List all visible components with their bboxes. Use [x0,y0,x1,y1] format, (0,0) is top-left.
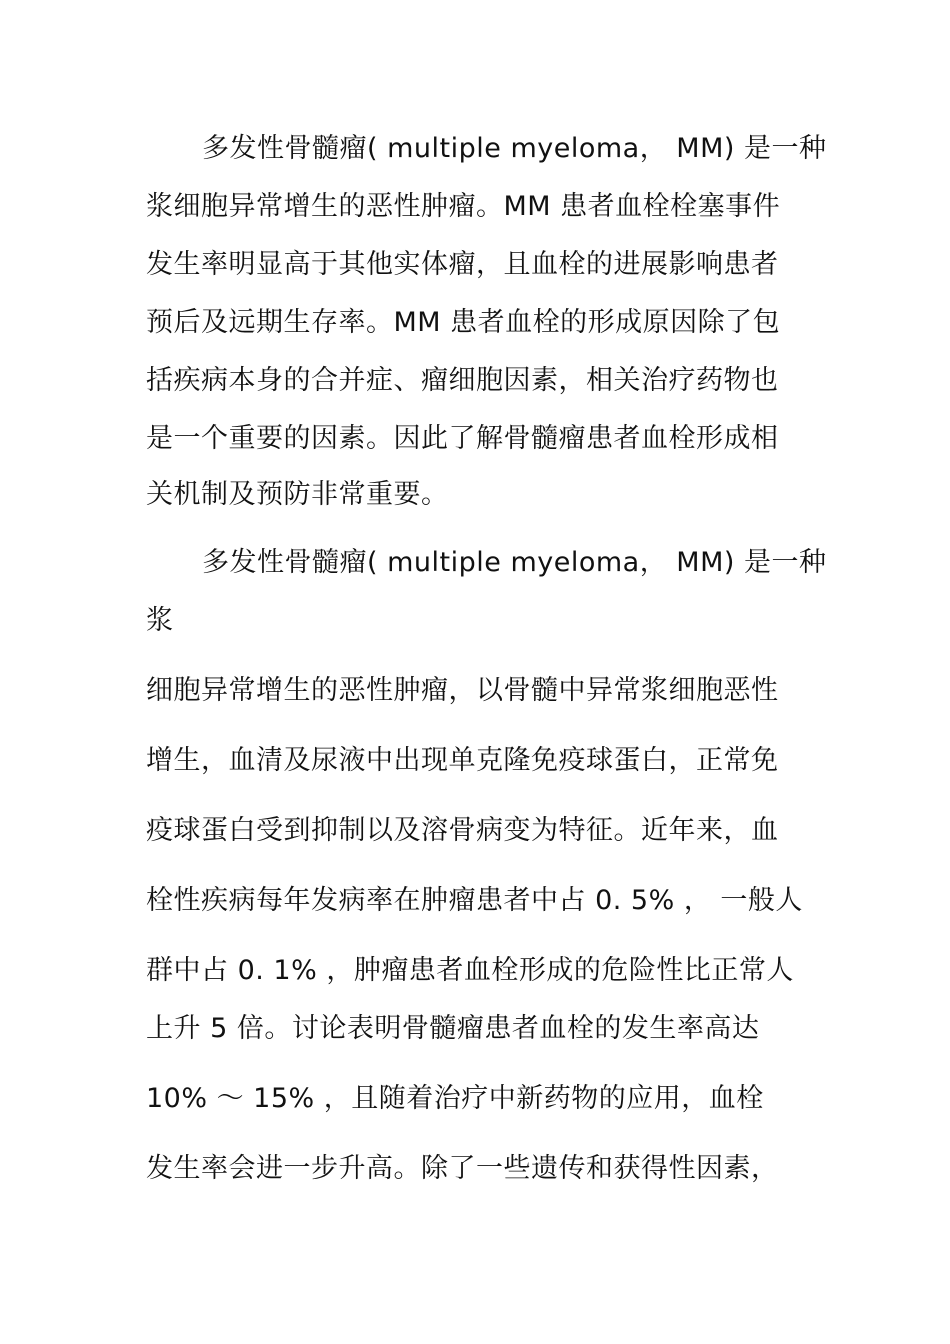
paragraph-1-line-2: 浆细胞异常增生的恶性肿瘤。MM 患者血栓栓塞事件 [146,191,781,222]
paragraph-2-line-3: 细胞异常增生的恶性肿瘤，以骨髓中异常浆细胞恶性 [146,675,779,706]
paragraph-1-line-7: 关机制及预防非常重要。 [146,479,449,510]
paragraph-1-line-3: 发生率明显高于其他实体瘤，且血栓的进展影响患者 [146,249,779,280]
paragraph-2-line-9: 10% ～ 15% ，且随着治疗中新药物的应用，血栓 [146,1083,764,1114]
paragraph-2-line-7: 群中占 0. 1% ，肿瘤患者血栓形成的危险性比正常人 [146,955,794,986]
paragraph-2-line-2: 浆 [146,605,174,636]
paragraph-1-line-5: 括疾病本身的合并症、瘤细胞因素，相关治疗药物也 [146,365,779,396]
paragraph-2-line-5: 疫球蛋白受到抑制以及溶骨病变为特征。近年来，血 [146,815,779,846]
paragraph-2-line-10: 发生率会进一步升高。除了一些遗传和获得性因素， [146,1153,779,1184]
paragraph-1-line-4: 预后及远期生存率。MM 患者血栓的形成原因除了包 [146,307,781,338]
paragraph-2-line-8: 上升 5 倍。讨论表明骨髓瘤患者血栓的发生率高达 [146,1013,760,1044]
paragraph-2-line-1: 多发性骨髓瘤( multiple myeloma， MM) 是一种 [202,547,827,578]
paragraph-2-line-6: 栓性疾病每年发病率在肿瘤患者中占 0. 5% ， 一般人 [146,885,803,916]
paragraph-1-line-1: 多发性骨髓瘤( multiple myeloma， MM) 是一种 [202,133,827,164]
paragraph-2-line-4: 增生，血清及尿液中出现单克隆免疫球蛋白，正常免 [146,745,779,776]
paragraph-1-line-6: 是一个重要的因素。因此了解骨髓瘤患者血栓形成相 [146,423,779,454]
